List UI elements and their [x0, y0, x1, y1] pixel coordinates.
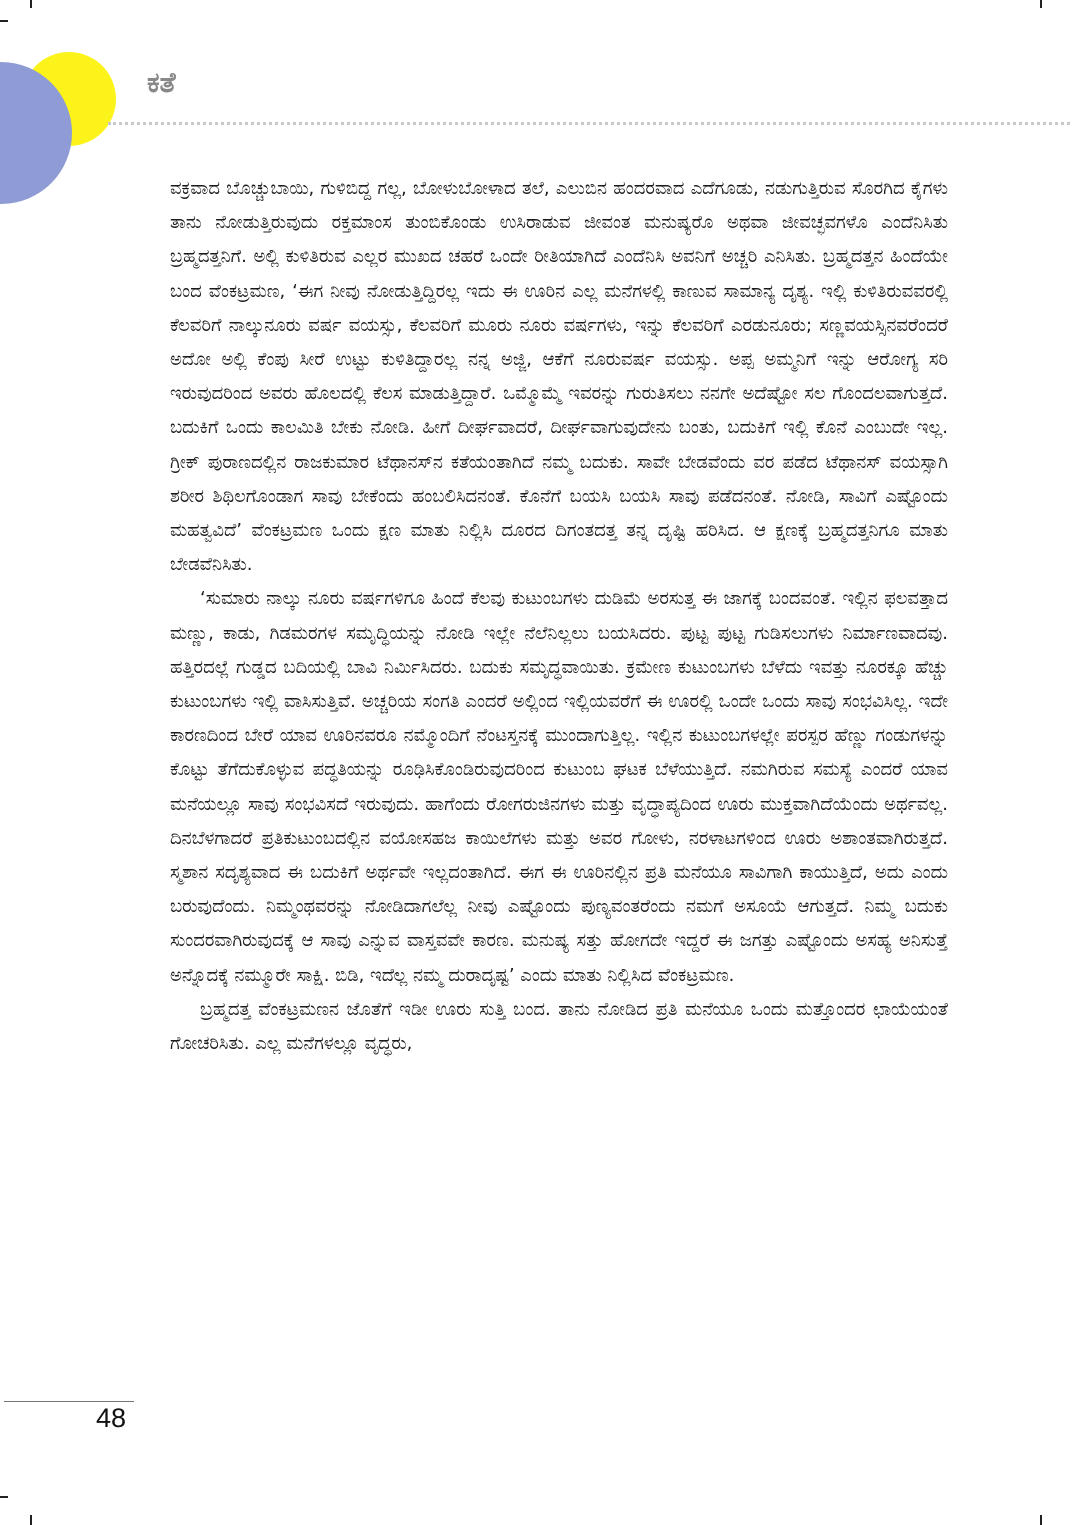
footer-rule: [4, 1401, 134, 1402]
crop-mark: [30, 1515, 32, 1525]
story-body: [170, 172, 948, 1061]
crop-mark: [1040, 0, 1042, 8]
paragraph: ಬ್ರಹ್ಮದತ್ತ ವೆಂಕಟ್ರಮಣನ ಜೊತೆಗೆ ಇಡೀ ಊರು ಸುತ್ತಿ ಬಂದ. ತಾನು ನೋಡಿದ ಪ್ರತಿ ಮನೆಯೂ ಒಂದು ಮತ್ತೊಂದರ ಛಾಯೆಯಂತೆ ಗೋಚರಿಸಿತು. ಎಲ್ಲ ಮನೆಗಳಲ್ಲೂ ವೃದ್ಧರು,: [170, 998, 948, 1055]
dotted-divider: [108, 122, 1070, 125]
decorative-circles: [0, 0, 140, 210]
paragraph: ವಕ್ರವಾದ ಬೊಚ್ಚುಬಾಯಿ, ಗುಳಿಬಿದ್ದ ಗಲ್ಲ, ಬೋಳುಬೋಳಾದ ತಲೆ, ಎಲುಬಿನ ಹಂದರವಾದ ಎದೆಗೂಡು, ನಡುಗುತ್ತಿರುವ ಸೊರಗಿದ ಕೈಗಳು ತಾನು ನೋಡುತ್ತಿರುವುದು ರಕ್ತಮಾಂಸ ತುಂಬಿಕೊಂಡು ಉಸಿರಾಡುವ ಜೀವಂತ ಮನುಷ್ಯರೊ ಅಥವಾ ಜೀವಚ್ಛವಗಳೊ ಎಂದೆನಿಸಿತು ಬ್ರಹ್ಮದತ್ತನಿಗೆ. ಅಲ್ಲಿ ಕುಳಿತಿರುವ ಎಲ್ಲರ ಮುಖದ ಚಹರೆ ಒಂದೇ ರೀತಿಯಾಗಿದೆ ಎಂದೆನಿಸಿ ಅವನಿಗೆ ಅಚ್ಚರಿ ಎನಿಸಿತು. ಬ್ರಹ್ಮದತ್ತನ ಹಿಂದೆಯೇ ಬಂದ ವೆಂಕಟ್ರಮಣ, ‘ಈಗ ನೀವು ನೋಡುತ್ತಿದ್ದಿರಲ್ಲ ಇದು ಈ ಊರಿನ ಎಲ್ಲ ಮನೆಗಳಲ್ಲಿ ಕಾಣುವ ಸಾಮಾನ್ಯ ದೃಶ್ಯ. ಇಲ್ಲಿ ಕುಳಿತಿರುವವರಲ್ಲಿ ಕೆಲವರಿಗೆ ನಾಲ್ಕುನೂರು ವರ್ಷ ವಯಸ್ಸು, ಕೆಲವರಿಗೆ ಮೂರು ನೂರು ವರ್ಷಗಳು, ಇನ್ನು ಕೆಲವರಿಗೆ ಎರಡುನೂರು; ಸಣ್ಣವಯಸ್ಸಿನವರೆಂದರೆ ಅದೋ ಅಲ್ಲಿ ಕೆಂಪು ಸೀರೆ ಉಟ್ಟು ಕುಳಿತಿದ್ದಾರಲ್ಲ ನನ್ನ ಅಜ್ಜಿ, ಆಕೆಗೆ ನೂರುವರ್ಷ ವಯಸ್ಸು. ಅಪ್ಪ ಅಮ್ಮನಿಗೆ ಇನ್ನು ಆರೋಗ್ಯ ಸರಿ ಇರುವುದರಿಂದ ಅವರು ಹೊಲದಲ್ಲಿ ಕೆಲಸ ಮಾಡುತ್ತಿದ್ದಾರೆ. ಒಮ್ಮೊಮ್ಮೆ ಇವರನ್ನು ಗುರುತಿಸಲು ನನಗೇ ಅದೆಷ್ಟೋ ಸಲ ಗೊಂದಲವಾಗುತ್ತದೆ. ಬದುಕಿಗೆ ಒಂದು ಕಾಲಮಿತಿ ಬೇಕು ನೋಡಿ. ಹೀಗೆ ದೀರ್ಘವಾದರೆ, ದೀರ್ಘವಾಗುವುದೇನು ಬಂತು, ಬದುಕಿಗೆ ಇಲ್ಲಿ ಕೊನೆ ಎಂಬುದೇ ಇಲ್ಲ. ಗ್ರೀಕ್ ಪುರಾಣದಲ್ಲಿನ ರಾಜಕುಮಾರ ಟೆಥಾನಸ್‌ನ ಕತೆಯಂತಾಗಿದೆ ನಮ್ಮ ಬದುಕು. ಸಾವೇ ಬೇಡವೆಂದು ವರ ಪಡೆದ ಟೆಥಾನಸ್ ವಯಸ್ಸಾಗಿ ಶರೀರ ಶಿಥಿಲಗೊಂಡಾಗ ಸಾವು ಬೇಕೆಂದು ಹಂಬಲಿಸಿದನಂತೆ. ಕೊನೆಗೆ ಬಯಸಿ ಬಯಸಿ ಸಾವು ಪಡೆದನಂತೆ. ನೋಡಿ, ಸಾವಿಗೆ ಎಷ್ಟೊಂದು ಮಹತ್ವವಿದೆ’ ವೆಂಕಟ್ರಮಣ ಒಂದು ಕ್ಷಣ ಮಾತು ನಿಲ್ಲಿಸಿ ದೂರದ ದಿಗಂತದತ್ತ ತನ್ನ ದೃಷ್ಟಿ ಹರಿಸಿದ. ಆ ಕ್ಷಣಕ್ಕೆ ಬ್ರಹ್ಮದತ್ತನಿಗೂ ಮಾತು ಬೇಡವೆನಿಸಿತು.: [170, 178, 948, 576]
crop-mark: [1040, 1515, 1042, 1525]
section-title: ಕತೆ: [147, 66, 176, 99]
crop-mark: [0, 1496, 8, 1498]
paragraph: ‘ಸುಮಾರು ನಾಲ್ಕು ನೂರು ವರ್ಷಗಳಿಗೂ ಹಿಂದೆ ಕೆಲವು ಕುಟುಂಬಗಳು ದುಡಿಮೆ ಅರಸುತ್ತ ಈ ಜಾಗಕ್ಕೆ ಬಂದವಂತೆ. ಇಲ್ಲಿನ ಫಲವತ್ತಾದ ಮಣ್ಣು, ಕಾಡು, ಗಿಡಮರಗಳ ಸಮೃದ್ಧಿಯನ್ನು ನೋಡಿ ಇಲ್ಲೇ ನೆಲೆನಿಲ್ಲಲು ಬಯಸಿದರು. ಪುಟ್ಟ ಪುಟ್ಟ ಗುಡಿಸಲುಗಳು ನಿರ್ಮಾಣವಾದವು. ಹತ್ತಿರದಲ್ಲೆ ಗುಡ್ಡದ ಬದಿಯಲ್ಲಿ ಬಾವಿ ನಿರ್ಮಿಸಿದರು. ಬದುಕು ಸಮೃದ್ಧವಾಯಿತು. ಕ್ರಮೇಣ ಕುಟುಂಬಗಳು ಬೆಳೆದು ಇವತ್ತು ನೂರಕ್ಕೂ ಹೆಚ್ಚು ಕುಟುಂಬಗಳು ಇಲ್ಲಿ ವಾಸಿಸುತ್ತಿವೆ. ಅಚ್ಚರಿಯ ಸಂಗತಿ ಎಂದರೆ ಅಲ್ಲಿಂದ ಇಲ್ಲಿಯವರೆಗೆ ಈ ಊರಲ್ಲಿ ಒಂದೇ ಒಂದು ಸಾವು ಸಂಭವಿಸಿಲ್ಲ. ಇದೇ ಕಾರಣದಿಂದ ಬೇರೆ ಯಾವ ಊರಿನವರೂ ನಮ್ಮೊಂದಿಗೆ ನೆಂಟಸ್ತನಕ್ಕೆ ಮುಂದಾಗುತ್ತಿಲ್ಲ. ಇಲ್ಲಿನ ಕುಟುಂಬಗಳಲ್ಲೇ ಪರಸ್ಪರ ಹೆಣ್ಣು ಗಂಡುಗಳನ್ನು ಕೊಟ್ಟು ತೆಗೆದುಕೊಳ್ಳುವ ಪದ್ಧತಿಯನ್ನು ರೂಢಿಸಿಕೊಂಡಿರುವುದರಿಂದ ಕುಟುಂಬ ಘಟಕ ಬೆಳೆಯುತ್ತಿದೆ. ನಮಗಿರುವ ಸಮಸ್ಯೆ ಎಂದರೆ ಯಾವ ಮನೆಯಲ್ಲೂ ಸಾವು ಸಂಭವಿಸದೆ ಇರುವುದು. ಹಾಗೆಂದು ರೋಗರುಜಿನಗಳು ಮತ್ತು ವೃದ್ಧಾಪ್ಯದಿಂದ ಊರು ಮುಕ್ತವಾಗಿದೆಯೆಂದು ಅರ್ಥವಲ್ಲ. ದಿನಬೆಳಗಾದರೆ ಪ್ರತಿಕುಟುಂಬದಲ್ಲಿನ ವಯೋಸಹಜ ಕಾಯಿಲೆಗಳು ಮತ್ತು ಅವರ ಗೋಳು, ನರಳಾಟಗಳಿಂದ ಊರು ಅಶಾಂತವಾಗಿರುತ್ತದೆ. ಸ್ಮಶಾನ ಸದೃಶ್ಯವಾದ ಈ ಬದುಕಿಗೆ ಅರ್ಥವೇ ಇಲ್ಲದಂತಾಗಿದೆ. ಈಗ ಈ ಊರಿನಲ್ಲಿನ ಪ್ರತಿ ಮನೆಯೂ ಸಾವಿಗಾಗಿ ಕಾಯುತ್ತಿದೆ, ಅದು ಎಂದು ಬರುವುದೆಂದು. ನಿಮ್ಮಂಥವರನ್ನು ನೋಡಿದಾಗಲೆಲ್ಲ ನೀವು ಎಷ್ಟೊಂದು ಪುಣ್ಯವಂತರೆಂದು ನಮಗೆ ಅಸೂಯೆ ಆಗುತ್ತದೆ. ನಿಮ್ಮ ಬದುಕು ಸುಂದರವಾಗಿರುವುದಕ್ಕೆ ಆ ಸಾವು ಎನ್ನುವ ವಾಸ್ತವವೇ ಕಾರಣ. ಮನುಷ್ಯ ಸತ್ತು ಹೋಗದೇ ಇದ್ದರೆ ಈ ಜಗತ್ತು ಎಷ್ಟೊಂದು ಅಸಹ್ಯ ಅನಿಸುತ್ತೆ ಅನ್ನೊದಕ್ಕೆ ನಮ್ಮೂರೇ ಸಾಕ್ಷಿ. ಬಿಡಿ, ಇದೆಲ್ಲ ನಮ್ಮ ದುರಾದೃಷ್ಟ’ ಎಂದು ಮಾತು ನಿಲ್ಲಿಸಿದ ವೆಂಕಟ್ರಮಣ.: [170, 588, 948, 986]
page-number: 48: [96, 1403, 127, 1433]
